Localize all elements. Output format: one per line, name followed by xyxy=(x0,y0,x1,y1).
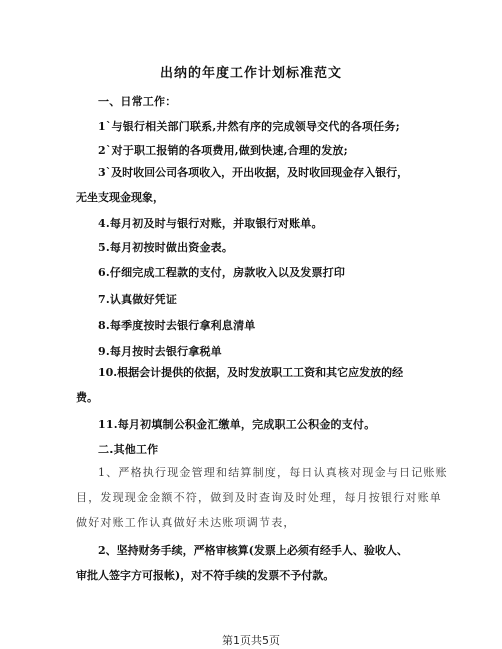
section1-heading: 一、日常工作： xyxy=(98,95,177,108)
item-2: 2`对于职工报销的各项费用,做到快速,合理的发放; xyxy=(98,144,348,157)
document-title: 出纳的年度工作计划标准范文 xyxy=(159,66,342,81)
other-item-2-line-2: 审批人签字方可报帐)，对不符手续的发票不予付款。 xyxy=(76,569,335,582)
item-3-line-1: 3`及时收回公司各项收入，开出收据，及时收回现金存入银行， xyxy=(98,166,409,179)
item-3 xyxy=(76,160,418,210)
item-10-line-1: 10.根据会计提供的依据，及时发放职工工资和其它应发放的经 xyxy=(98,366,404,379)
other-item-1-line-3: 做好对账工作认真做好未达账项调节表， xyxy=(76,516,296,529)
other-item-1 xyxy=(76,460,448,535)
item-1: 1`与银行相关部门联系,井然有序的完成领导交代的各项任务; xyxy=(98,120,400,133)
item-7: 7.认真做好凭证 xyxy=(98,293,178,306)
other-item-2 xyxy=(76,538,418,588)
item-11: 11.每月初填制公积金汇缴单，完成职工公积金的支付。 xyxy=(98,418,376,431)
item-4: 4.每月初及时与银行对账，并取银行对账单。 xyxy=(98,217,323,230)
other-item-1-line-1: 1、严格执行现金管理和结算制度，每日认真核对现金与日记账账 xyxy=(98,466,448,479)
item-10-line-2: 费。 xyxy=(76,391,98,404)
item-6: 6.仔细完成工程款的支付，房款收入以及发票打印 xyxy=(98,266,346,279)
other-item-1-line-2: 目，发现现金金额不符，做到及时查询及时处理，每月按银行对账单 xyxy=(76,491,442,504)
section2-heading: 二.其他工作 xyxy=(98,443,159,456)
other-item-2-line-1: 2、坚持财务手续，严格审核算(发票上必须有经手人、验收人、 xyxy=(98,544,408,557)
item-3-line-2: 无坐支现金现象， xyxy=(76,191,164,204)
item-5: 5.每月初按时做出资金表。 xyxy=(98,241,234,254)
item-10 xyxy=(76,360,418,410)
item-9: 9.每月按时去银行拿税单 xyxy=(98,345,222,358)
item-8: 8.每季度按时去银行拿利息清单 xyxy=(98,319,256,332)
page-number-footer: 第1页共5页 xyxy=(222,634,280,647)
